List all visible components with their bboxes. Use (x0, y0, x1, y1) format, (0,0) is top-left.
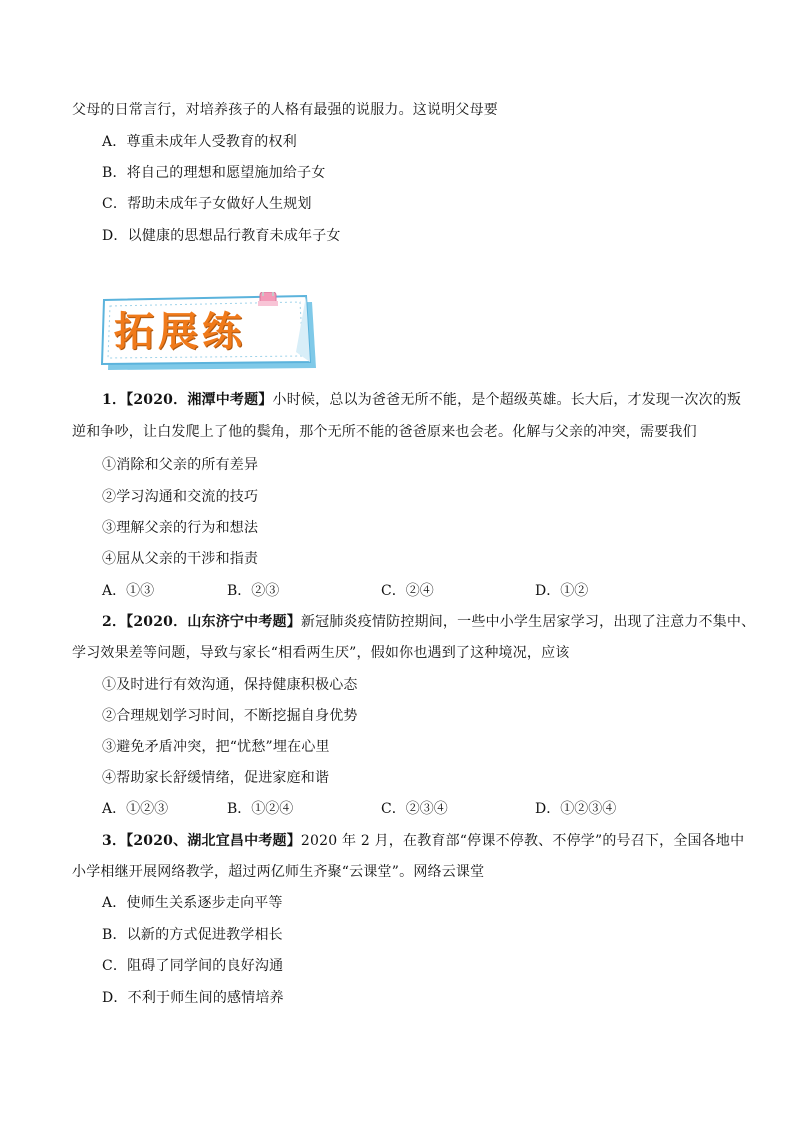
q2-option-d: D．①②③④ (535, 801, 617, 817)
q1-option-b: B．②③ (227, 583, 280, 599)
q1-item-1: ①消除和父亲的所有差异 (102, 457, 259, 473)
q2-stem-line1 (102, 612, 755, 632)
q2-source: 【2020．山东济宁中考题】 (126, 614, 301, 630)
q2-option-a: A．①②③ (102, 801, 169, 817)
q0-option-d: D．以健康的思想品行教育未成年子女 (102, 228, 341, 244)
q1-stem-text1: 小时候，总以为爸爸无所不能，是个超级英雄。长大后，才发现一次次的叛 (272, 392, 742, 408)
section-banner (100, 292, 320, 374)
q1-item-4: ④屈从父亲的干涉和指责 (102, 551, 259, 567)
q0-stem: 父母的日常言行，对培养孩子的人格有最强的说服力。这说明父母要 (72, 102, 498, 118)
q1-item-2: ②学习沟通和交流的技巧 (102, 489, 259, 505)
q3-number: 3． (102, 833, 127, 849)
q2-stem-line2: 学习效果差等问题，导致与家长“相看两生厌”，假如你也遇到了这种境况，应该 (72, 645, 570, 661)
q2-item-1: ①及时进行有效沟通，保持健康积极心态 (102, 677, 358, 693)
q1-stem-line2: 逆和争吵，让白发爬上了他的鬓角，那个无所不能的爸爸原来也会老。化解与父亲的冲突，需要我们 (72, 424, 697, 440)
q3-option-a: A．使师生关系逐步走向平等 (102, 895, 283, 911)
q3-option-c: C．阻碍了同学间的良好沟通 (102, 958, 284, 974)
q3-source: 【2020、湖北宜昌中考题】 (126, 833, 301, 849)
q3-stem-text1: 2020 年 2 月，在教育部“停课不停教、不停学”的号召下，全国各地中 (300, 833, 745, 849)
q1-stem-line1 (102, 390, 741, 410)
q3-option-d: D．不利于师生间的感情培养 (102, 990, 284, 1006)
q1-source: 【2020．湘潭中考题】 (126, 392, 273, 408)
q2-item-4: ④帮助家长舒缓情绪，促进家庭和谐 (102, 770, 330, 786)
q0-option-c: C．帮助未成年子女做好人生规划 (102, 196, 312, 212)
q1-option-a: A．①③ (102, 583, 155, 599)
q0-option-b: B．将自己的理想和愿望施加给子女 (102, 165, 326, 181)
q0-option-a: A．尊重未成年人受教育的权利 (102, 134, 297, 150)
paper-clip-icon (258, 292, 278, 306)
q1-option-c: C．②④ (381, 583, 434, 599)
q2-option-b: B．①②④ (227, 801, 294, 817)
q2-number: 2． (102, 614, 127, 630)
q3-stem-line1 (102, 831, 744, 851)
banner-title: 拓展练 (114, 309, 246, 355)
q1-item-3: ③理解父亲的行为和想法 (102, 520, 259, 536)
q1-option-d: D．①② (535, 583, 589, 599)
q2-item-3: ③避免矛盾冲突，把“忧愁”埋在心里 (102, 739, 330, 755)
q2-option-c: C．②③④ (381, 801, 448, 817)
q3-option-b: B．以新的方式促进教学相长 (102, 927, 283, 943)
q3-stem-line2: 小学相继开展网络教学，超过两亿师生齐聚“云课堂”。网络云课堂 (72, 864, 485, 880)
q2-stem-text1: 新冠肺炎疫情防控期间，一些中小学生居家学习，出现了注意力不集中、 (300, 614, 756, 630)
q1-number: 1． (102, 392, 127, 408)
q2-item-2: ②合理规划学习时间，不断挖掘自身优势 (102, 708, 358, 724)
